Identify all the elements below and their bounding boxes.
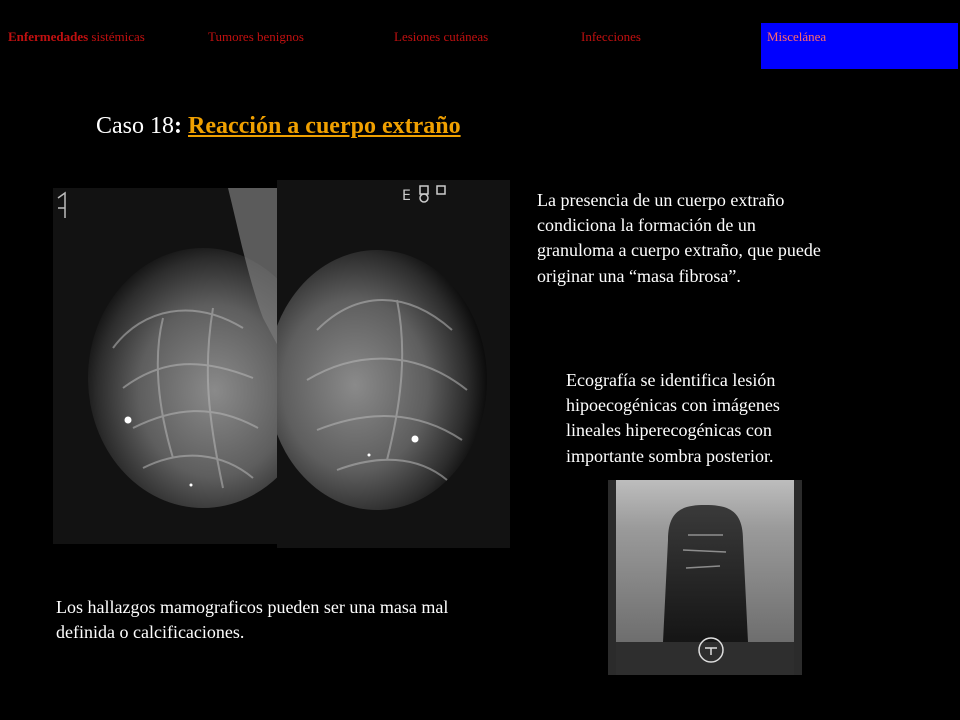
ultrasound-image [608,480,802,675]
mammo-findings-text: Los hallazgos mamograficos pueden ser una masa mal definida o calcificaciones. [56,597,449,643]
tab-enfermedades-sistemicas[interactable]: Enfermedades sistémicas [1,22,201,70]
tab-lesiones-cutaneas[interactable]: Lesiones cutáneas [387,22,574,70]
marker-e: E [402,188,411,204]
case-number: Caso 18 [96,113,174,139]
top-nav [0,21,960,71]
tab-infecciones[interactable]: Infecciones [574,22,760,70]
mammogram-left [53,188,279,544]
page-title [96,113,461,140]
tab-tumores-benignos[interactable]: Tumores benignos [201,22,387,70]
mammogram-right [277,180,510,548]
calcification [125,417,132,424]
calcification [412,436,419,443]
tab-miscelanea[interactable]: Miscelánea [760,22,959,70]
title-colon: : [174,113,182,139]
ultrasound-description: Ecografía se identifica lesión hipoecogénicas con imágenes lineales hiperecogénicas con importante sombra posterior. [566,370,780,466]
description-text: La presencia de un cuerpo extraño condiciona la formación de un granuloma a cuerpo extraño, que puede originar una “masa fibrosa”. [537,190,821,286]
case-title-link[interactable]: Reacción a cuerpo extraño [188,113,461,139]
